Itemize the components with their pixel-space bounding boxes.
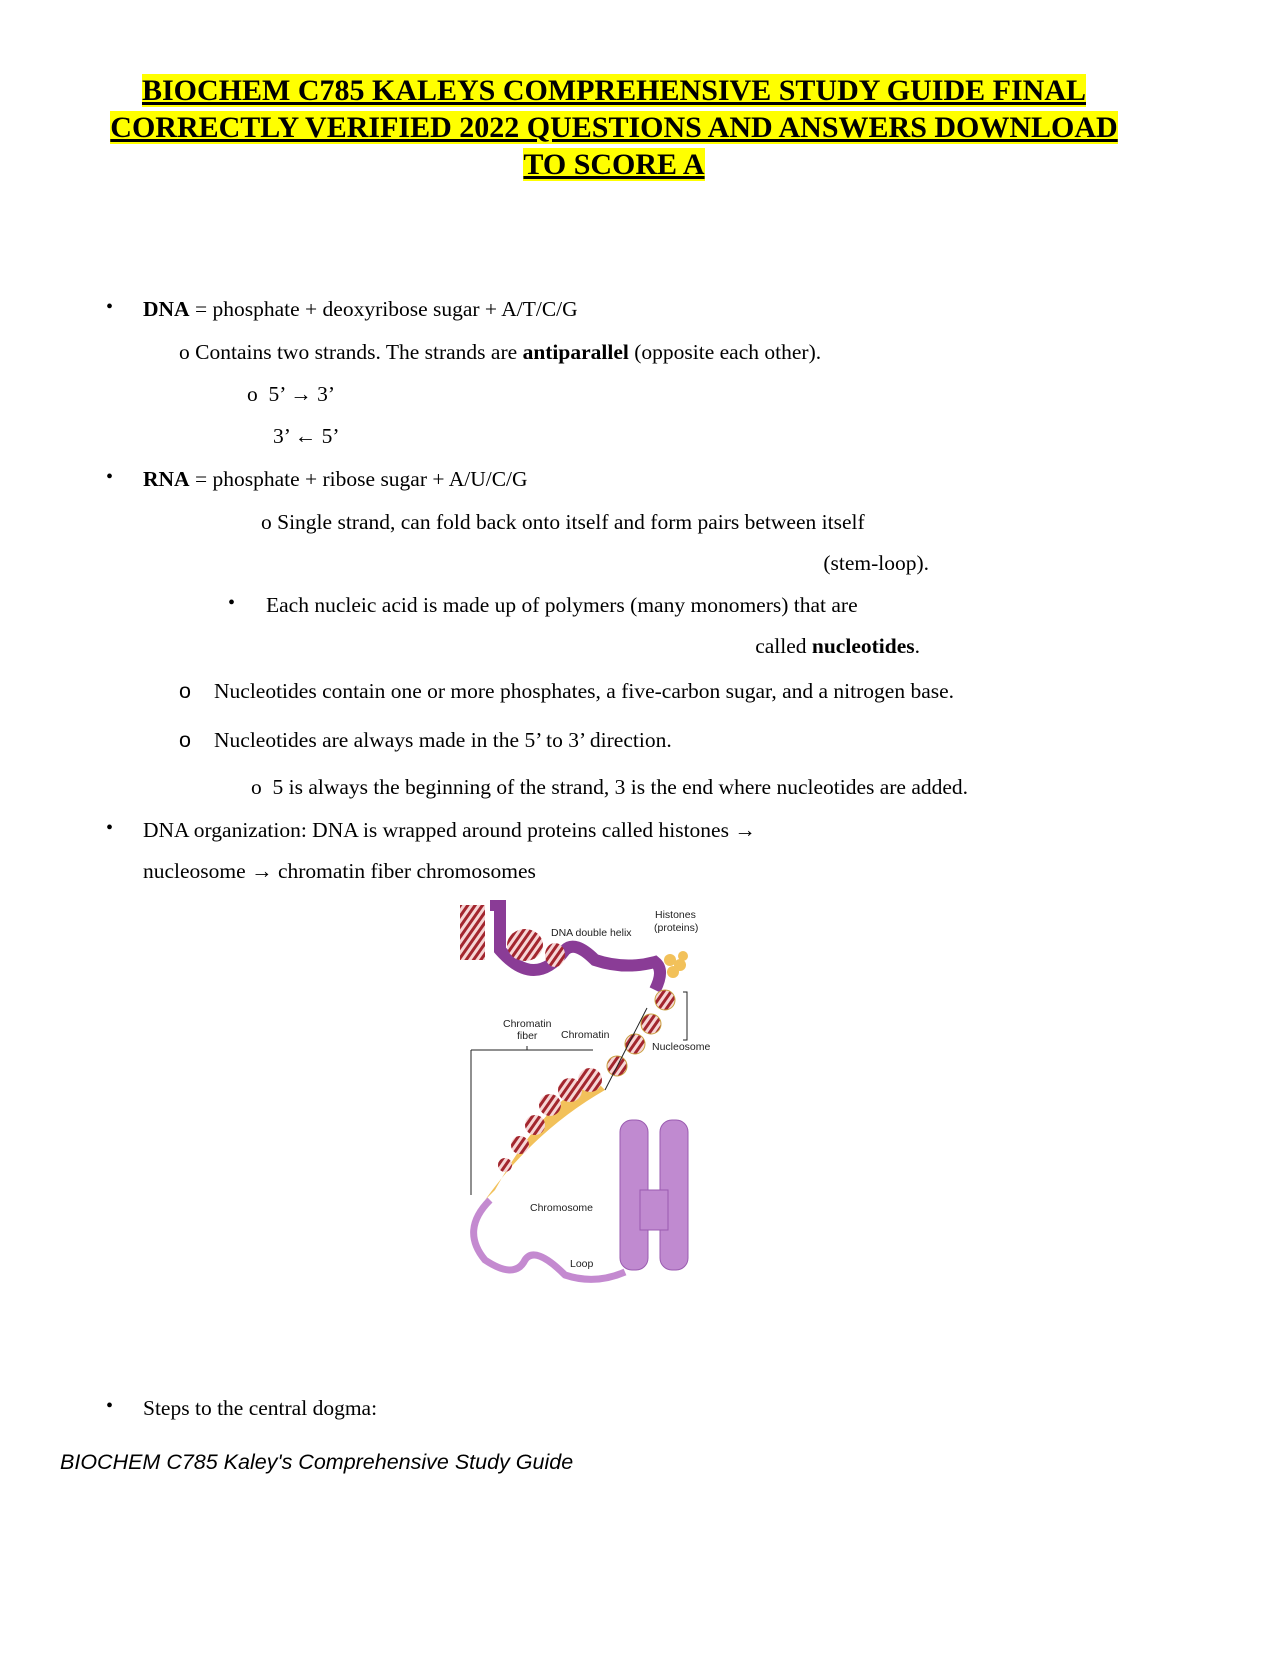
sub-bullet-icon: o — [179, 679, 191, 703]
bullet-icon: • — [228, 592, 236, 614]
label-histones: Histones — [655, 909, 696, 921]
rna-definition: RNA = phosphate + ribose sugar + A/U/C/G — [143, 467, 528, 491]
bullet-icon: • — [106, 1395, 114, 1417]
label-chromatin-fiber-2: fiber — [517, 1030, 538, 1042]
page-footer: BIOCHEM C785 Kaley's Comprehensive Study Guide — [60, 1450, 574, 1474]
sub-bullet-icon: o — [179, 728, 191, 752]
rna-strand-note: o Single strand, can fold back onto itself and form pairs between itself — [261, 510, 865, 534]
dna-definition: DNA = phosphate + deoxyribose sugar + A/T/C/G — [143, 297, 578, 321]
dna-organization-cont: nucleosome → chromatin fiber chromosomes — [143, 859, 536, 883]
strand-ends-note: o 5 is always the beginning of the strand, 3 is the end where nucleotides are added. — [251, 775, 969, 799]
bullet-icon: • — [106, 817, 114, 839]
label-chromatin-fiber: Chromatin — [503, 1018, 552, 1030]
label-loop: Loop — [570, 1258, 594, 1270]
rna-strand-note-cont: (stem-loop). — [823, 551, 929, 575]
label-nucleosome: Nucleosome — [652, 1041, 711, 1053]
document-title: BIOCHEM C785 KALEYS COMPREHENSIVE STUDY GUIDE FINAL CORRECTLY VERIFIED 2022 QUESTIONS AND ANSWERS DOWNLOAD TO SCORE A — [110, 74, 1118, 181]
label-chromatin: Chromatin — [561, 1029, 610, 1041]
label-chromosome: Chromosome — [530, 1202, 594, 1214]
nucleotide-direction: Nucleotides are always made in the 5’ to 3’ direction. — [214, 728, 672, 752]
bullet-icon: • — [106, 466, 114, 488]
chromosome-structure-figure — [455, 900, 720, 1290]
bullet-icon: • — [106, 296, 114, 318]
dna-organization: DNA organization: DNA is wrapped around proteins called histones → — [143, 818, 756, 842]
nucleotide-note: Each nucleic acid is made up of polymers (many monomers) that are — [266, 593, 858, 617]
label-dna-double-helix: DNA double helix — [551, 927, 632, 939]
central-dogma-heading: Steps to the central dogma: — [143, 1396, 378, 1420]
dna-strands-note: o Contains two strands. The strands are antiparallel (opposite each other). — [179, 340, 822, 364]
nucleotide-composition: Nucleotides contain one or more phosphates, a five-carbon sugar, and a nitrogen base. — [214, 679, 955, 703]
nucleotide-note-cont: called nucleotides. — [755, 634, 920, 658]
direction-forward: o 5’ → 3’ — [247, 382, 335, 406]
direction-reverse: 3’ ← 5’ — [273, 424, 340, 448]
label-histones-proteins: (proteins) — [654, 922, 699, 934]
